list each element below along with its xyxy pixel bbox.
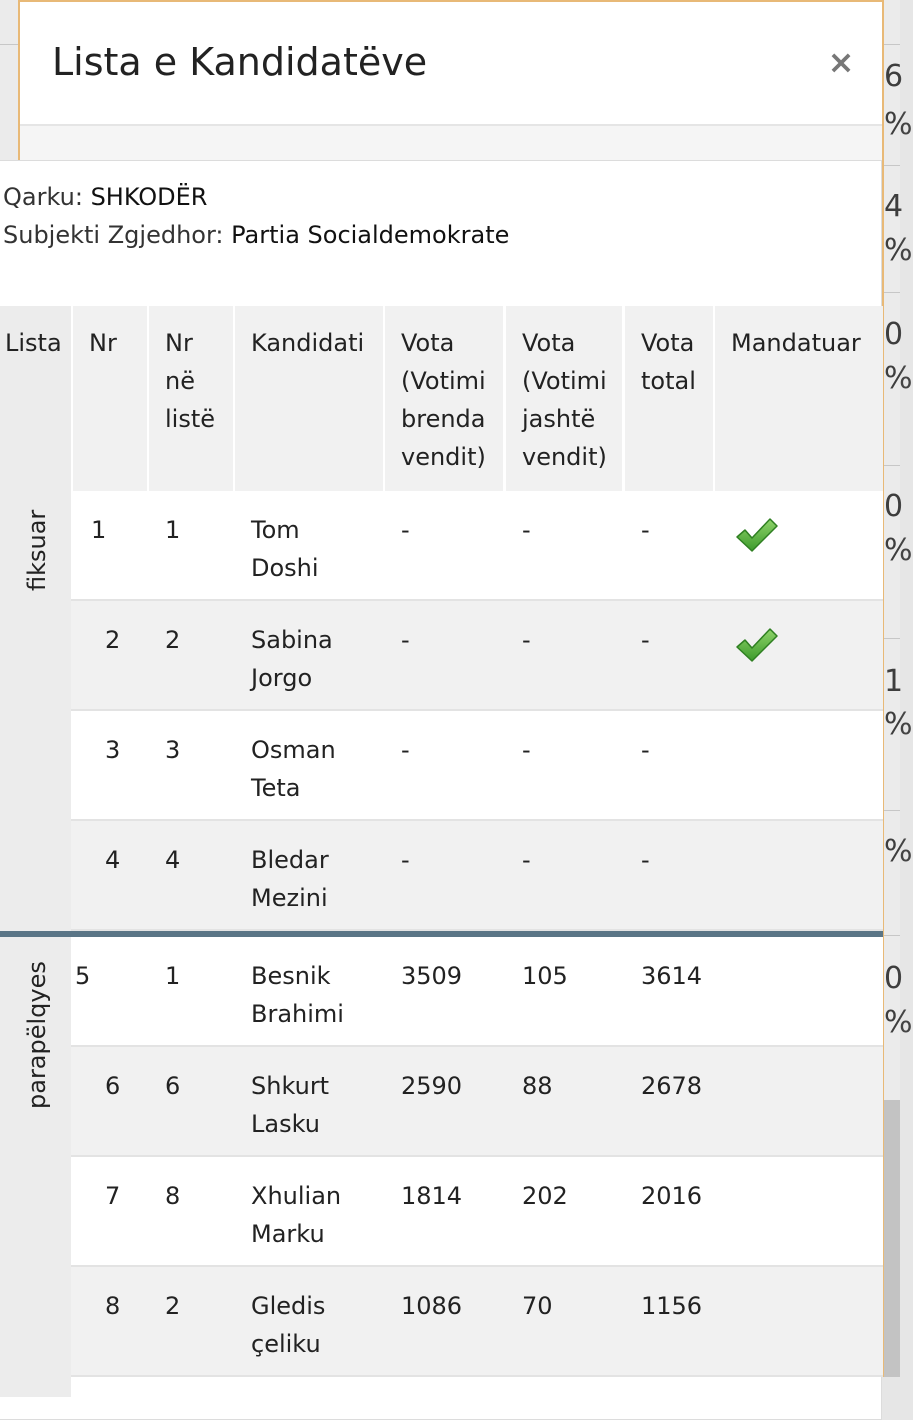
- cell-vota-brenda: 1086: [401, 1292, 463, 1320]
- modal-content-panel: [0, 160, 882, 1420]
- cell-candidate: [251, 621, 333, 697]
- cell-vota-jashte: 105: [522, 962, 568, 990]
- cell-vota-brenda: 1814: [401, 1182, 463, 1210]
- cell-vota-brenda: -: [401, 516, 410, 544]
- header-vota-total-label: Vota total: [641, 329, 696, 395]
- cell-vota-jashte: 88: [522, 1072, 553, 1100]
- candidates-modal: [3, 0, 884, 1377]
- header-kandidati-label: Kandidati: [251, 329, 365, 357]
- background-value: 0: [884, 489, 904, 524]
- candidate-first-name: Xhulian: [251, 1182, 342, 1210]
- header-vota-jashte: [506, 306, 622, 491]
- background-value: 1: [884, 664, 904, 699]
- candidate-last-name: Brahimi: [251, 1000, 344, 1028]
- cell-candidate: [251, 1067, 329, 1143]
- candidate-last-name: Teta: [251, 774, 301, 802]
- background-value: 0: [884, 961, 904, 996]
- subject-label: Subjekti Zgjedhor:: [3, 221, 224, 249]
- cell-nr-list: 4: [165, 846, 181, 874]
- cell-nr: 8: [105, 1292, 121, 1320]
- group-label-fiksuar: fiksuar: [23, 509, 51, 591]
- cell-vota-jashte: -: [522, 516, 531, 544]
- group-cell-parapelqyes: [0, 937, 71, 1397]
- background-value: %: [884, 533, 913, 568]
- table-row[interactable]: [71, 937, 883, 1047]
- modal-body[interactable]: [3, 126, 882, 1379]
- header-vota-total: [625, 306, 713, 491]
- background-value: %: [884, 233, 913, 268]
- table-row[interactable]: [71, 601, 883, 711]
- cell-vota-total: -: [641, 626, 650, 654]
- cell-candidate: [251, 841, 329, 917]
- cell-vota-brenda: -: [401, 736, 410, 764]
- background-value: %: [884, 707, 913, 742]
- cell-nr-list: 2: [165, 1292, 181, 1320]
- modal-title: Lista e Kandidatëve: [52, 40, 428, 84]
- candidate-first-name: Besnik: [251, 962, 331, 990]
- cell-vota-total: 1156: [641, 1292, 703, 1320]
- table-row[interactable]: [71, 1267, 883, 1377]
- cell-nr: 4: [105, 846, 121, 874]
- check-icon: [735, 517, 779, 553]
- candidate-first-name: Bledar: [251, 846, 329, 874]
- candidate-first-name: Sabina: [251, 626, 333, 654]
- candidate-first-name: Shkurt: [251, 1072, 330, 1100]
- background-value: %: [884, 834, 913, 869]
- cell-candidate: [251, 731, 336, 807]
- cell-vota-total: 2678: [641, 1072, 703, 1100]
- header-nr-ne-liste: [149, 306, 233, 491]
- table-row[interactable]: [71, 821, 883, 931]
- cell-nr: 7: [105, 1182, 121, 1210]
- header-vota-brenda: [385, 306, 503, 491]
- cell-vota-brenda: -: [401, 626, 410, 654]
- header-nr-label: Nr: [89, 329, 117, 357]
- background-value: 0: [884, 317, 904, 352]
- cell-vota-total: -: [641, 736, 650, 764]
- cell-nr-list: 1: [165, 962, 181, 990]
- group-cell-fiksuar: [0, 491, 71, 931]
- table-row[interactable]: [71, 1157, 883, 1267]
- cell-candidate: [251, 1287, 325, 1363]
- candidate-last-name: çeliku: [251, 1330, 321, 1358]
- cell-nr: 6: [105, 1072, 121, 1100]
- cell-nr-list: 8: [165, 1182, 181, 1210]
- cell-vota-total: -: [641, 516, 650, 544]
- cell-candidate: [251, 957, 344, 1033]
- table-row[interactable]: [71, 491, 883, 601]
- header-list: [0, 306, 71, 491]
- table-row[interactable]: [71, 1047, 883, 1157]
- cell-nr-list: 2: [165, 626, 181, 654]
- cell-nr-list: 6: [165, 1072, 181, 1100]
- table-header: [0, 306, 883, 491]
- district-label: Qarku:: [3, 183, 83, 211]
- district-value: SHKODËR: [90, 183, 208, 211]
- cell-vota-jashte: 202: [522, 1182, 568, 1210]
- header-vota-brenda-label: Vota (Votimi brenda vendit): [401, 329, 486, 471]
- candidate-first-name: Tom: [251, 516, 300, 544]
- candidate-last-name: Lasku: [251, 1110, 320, 1138]
- background-value: %: [884, 107, 913, 142]
- cell-vota-brenda: -: [401, 846, 410, 874]
- subject-value: Partia Socialdemokrate: [231, 221, 510, 249]
- background-value: 6: [884, 59, 904, 94]
- header-kandidati: [235, 306, 383, 491]
- cell-vota-total: 3614: [641, 962, 703, 990]
- background-value: 4: [884, 189, 904, 224]
- cell-vota-total: -: [641, 846, 650, 874]
- modal-header: [20, 2, 882, 126]
- district-line: [3, 183, 207, 211]
- cell-vota-jashte: -: [522, 626, 531, 654]
- cell-vota-brenda: 3509: [401, 962, 463, 990]
- info-section: [0, 161, 881, 306]
- cell-vota-jashte: -: [522, 736, 531, 764]
- background-value: %: [884, 361, 913, 396]
- candidate-first-name: Gledis: [251, 1292, 326, 1320]
- cell-candidate: [251, 1177, 341, 1253]
- cell-nr: 1: [91, 516, 107, 544]
- cell-nr-list: 1: [165, 516, 181, 544]
- candidate-last-name: Mezini: [251, 884, 328, 912]
- cell-vota-jashte: -: [522, 846, 531, 874]
- subject-line: [3, 221, 509, 249]
- cell-vota-total: 2016: [641, 1182, 703, 1210]
- candidate-last-name: Jorgo: [251, 664, 313, 692]
- header-vota-jashte-label: Vota (Votimi jashtë vendit): [522, 329, 607, 471]
- check-icon: [735, 627, 779, 663]
- header-mandatuar-label: Mandatuar: [731, 329, 861, 357]
- header-nr-ne-liste-label: Nr në listë: [165, 329, 216, 433]
- header-mandatuar: [715, 306, 883, 491]
- cell-nr-list: 3: [165, 736, 181, 764]
- cell-candidate: [251, 511, 319, 587]
- candidate-last-name: Marku: [251, 1220, 325, 1248]
- header-list-label: Lista: [5, 329, 62, 357]
- cell-vota-jashte: 70: [522, 1292, 553, 1320]
- cell-nr: 3: [105, 736, 121, 764]
- header-nr: [73, 306, 147, 491]
- candidate-first-name: Osman: [251, 736, 336, 764]
- cell-nr: 2: [105, 626, 121, 654]
- cell-vota-brenda: 2590: [401, 1072, 463, 1100]
- cell-nr: 5: [75, 962, 91, 990]
- background-value: %: [884, 1005, 913, 1040]
- group-label-parapelqyes: parapëlqyes: [23, 961, 51, 1109]
- candidate-last-name: Doshi: [251, 554, 319, 582]
- close-button[interactable]: ×: [827, 43, 855, 81]
- table-row[interactable]: [71, 711, 883, 821]
